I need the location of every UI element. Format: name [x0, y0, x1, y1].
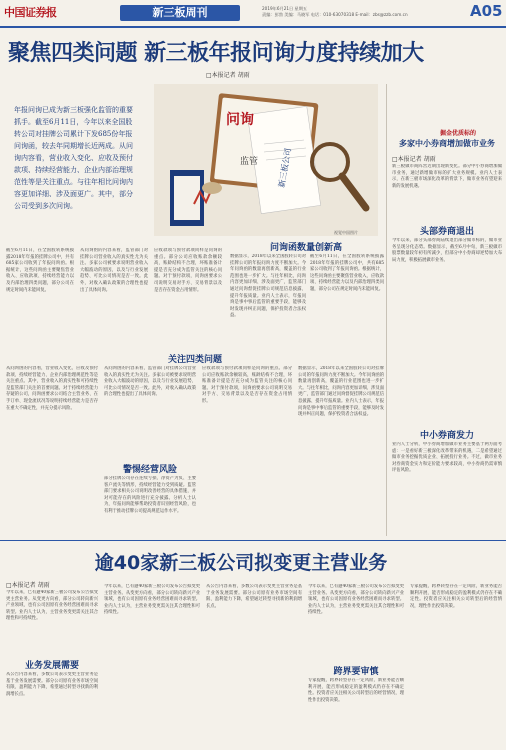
section-text-2a: 从问询函的内容看，营业收入变化、应收及预付款项、持续经营能力、企业内部治理规范性等是关注重点。其中，营业收入的真实性和可持续性是监管部门关注的首要问题。对于持续经营能力存疑的公司，问询函要求公司结合主营业务、在手订单、现金流状况等说明持续经营能力是否存在重大不确定性，并充分提示风险。	[6, 366, 98, 411]
bottom-section-text-1: 从公告内容来看，多数公司表示变更主营业务是基于业务发展需要。部分公司原有业务市场空间有限、盈利能力下降，希望通过转型寻找新的利润增长点。	[6, 672, 98, 697]
section-text-3: 部分挂牌公司存在连续亏损、净资产为负、主要客户流失等情形，持续经营能力受到质疑。监管部门要求相关公司说明改善经营的具体措施，并对可能存在的风险进行充分披露。分析人士认为，年报问询能够帮助投资者识别经营风险，也有利于推动挂牌公司提高规范运作水平。	[104, 476, 196, 514]
newspaper-logo: 中国证券报	[4, 6, 57, 19]
sidebar-section-text-2: 业内人士分析，中小券商增加做市业务主要基于两方面考虑：一是看好新三板深化改革带来的机遇，二是希望通过做市业务挖掘优质企业、拓展投行业务。不过，做市业务对券商资金实力和定价能力要求较高，中小券商仍需审慎评估风险。	[392, 442, 502, 474]
bottom-rule	[0, 540, 506, 541]
header-rule	[0, 26, 506, 28]
main-body-col2: 从问询函的内容来看，监管部门对挂牌公司营业收入的真实性尤为关注。多家公司被要求说明营业收入大幅波动的原因，以及与行业发展趋势、可比公司情况是否一致。此外，对收入确认政策的合理性也提出了具体问询。	[80, 248, 148, 293]
main-byline: □本报记者 胡雨	[206, 72, 250, 79]
section-text-1a: 数据显示，2018年以来全国股转公司对挂牌公司的年报问询力度不断加大。今年问询函的数量再创新高，覆盖的行业范围也进一步扩大。与往年相比，问询内容更加详细、涉及面更广，监管部门通过问询督促挂牌公司规范信息披露、提升年报质量。业内人士表示，年报问询是事中事后监管的重要手段，能够及时发现并纠正问题，保护投资者合法权益。	[230, 254, 306, 319]
section-title-1: 问询函数量创新高	[269, 243, 342, 253]
section-text-2b: 从问询函的内容来看，监管部门对挂牌公司营业收入的真实性尤为关注。多家公司被要求说明营业收入大幅波动的原因，以及与行业发展趋势、可比公司情况是否一致。此外，对收入确认政策的合理性也提出了具体问询。	[104, 366, 196, 398]
bottom-section-text-2: 专家提醒，跨界转型存在一定风险，新业务能否顺利开展、能否形成稳定的盈利模式仍存在不确定性。投资者应关注相关公司转型后的经营情况，理性作出投资决策。	[308, 678, 404, 703]
editor-info: 责编：彭勃 美编：马晓军 电话：010-63070318 E-mail：zbs@zzb.com.cn	[262, 12, 408, 17]
photo-word-company: 新三板公司	[277, 147, 293, 189]
section-text-2d: 数据显示，2018年以来全国股转公司对挂牌公司的年报问询力度不断加大。今年问询函的数量再创新高，覆盖的行业范围也进一步扩大。与往年相比，问询内容更加详细、涉及面更广，监管部门通过问询督促挂牌公司规范信息披露、提升年报质量。业内人士表示，年报问询是事中事后监管的重要手段，能够及时发现并纠正问题，保护投资者合法权益。	[298, 366, 384, 418]
photo-word-inquiry: 问询	[226, 112, 254, 128]
header-meta	[262, 6, 462, 18]
section-title-3: 警惕经营风险	[122, 465, 177, 475]
sidebar-kicker: 掘金优质标的	[440, 130, 477, 137]
sidebar-headline: 多家中小券商增加做市业务	[399, 139, 495, 148]
photo-word-supervision: 监管	[240, 157, 259, 167]
feature-photo	[154, 84, 378, 236]
photo-illustration	[154, 84, 378, 236]
main-body-col1: 截至6月11日，在全国股转系统披露2018年年报的挂牌公司中，共有685家公司收到了年报问询函。根据统计，这些问询函主要聚焦营业收入、应收款项、持续经营能力以及内部治理四类问题，部分公司在规定时间内未能回复。	[6, 248, 74, 293]
main-body-col3: 应收款项与预付款项同样是问询的重点。部分公司应收账款余额较高，账龄结构不合理，坏账准备计提是否充分成为监管关注的核心问题。对于预付款项，问询函要求公司说明交易对手方、交易背景以及是否存在资金占用情形。	[154, 248, 222, 293]
bottom-section-title-1: 业务发展需要	[24, 661, 79, 671]
bottom-intro: 今年以来，已有逾40家新三板公司发布公告拟变更主营业务。从变更方向看，部分公司转向新兴产业领域，也有公司因原有业务经营困难而寻求转型。业内人士认为，主营业务变更需关注其合理性和可持续性。	[6, 590, 98, 622]
sidebar-section-title-2: 中小券商发力	[419, 431, 474, 441]
issue-date: 2019年6月21日 星期五	[262, 6, 308, 11]
bottom-section-title-2: 跨界要审慎	[333, 667, 379, 677]
bottom-headline: 逾40家新三板公司拟变更主营业务	[94, 552, 388, 574]
bottom-col5: 专家提醒，跨界转型存在一定风险，新业务能否顺利开展、能否形成稳定的盈利模式仍存在不确定性。投资者应关注相关公司转型后的经营情况，理性作出投资决策。	[410, 584, 502, 609]
section-banner-label: 新三板周刊	[152, 6, 208, 19]
main-headline: 聚焦四类问题 新三板年报问询力度持续加大	[8, 41, 424, 66]
sidebar-section-title-1: 头部券商退出	[419, 227, 474, 237]
section-text-2c: 应收款项与预付款项同样是问询的重点。部分公司应收账款余额较高，账龄结构不合理，坏账准备计提是否充分成为监管关注的核心问题。对于预付款项，问询函要求公司说明交易对手方、交易背景以及是否存在资金占用情形。	[202, 366, 292, 404]
section-text-1b: 截至6月11日，在全国股转系统披露2018年年报的挂牌公司中，共有685家公司收到了年报问询函。根据统计，这些问询函主要聚焦营业收入、应收款项、持续经营能力以及内部治理四类问题，部分公司在规定时间内未能回复。	[310, 254, 384, 292]
main-lede: 年报问询已成为新三板强化监管的重要抓手。截至6月11日，今年以来全国股转公司对挂牌公司累计下发685份年报问询函，较去年同期增长近两成。从问询内容看，营业收入变化、应收及预付款项、持续经营能力、企业内部治理规范性等是关注重点。与往年相比问询内容更加详细、涉及面更广。其中，部分公司受到多次问询。	[14, 106, 133, 210]
section-banner	[120, 5, 240, 21]
sidebar-byline: □本报记者 胡雨	[392, 156, 436, 163]
sidebar-section-text-1: 今年以来，部分头部券商陆续退出部分做市标的，做市业务呈现分化态势。数据显示，截至6月中旬，新三板做市股票数量较年初有所减少，但部分中小券商却逆势加大布局力度，积极拓展做市业务。	[392, 238, 502, 263]
page-number: A05	[470, 2, 503, 20]
photo-caption: 视觉中国图片	[334, 230, 358, 235]
bottom-byline: □本报记者 胡雨	[6, 582, 50, 589]
bottom-col3: 从公告内容来看，多数公司表示变更主营业务是基于业务发展需要。部分公司原有业务市场空间有限、盈利能力下降，希望通过转型寻找新的利润增长点。	[206, 584, 302, 609]
sidebar-divider	[386, 84, 387, 536]
bottom-col4: 今年以来，已有逾40家新三板公司发布公告拟变更主营业务。从变更方向看，部分公司转向新兴产业领域，也有公司因原有业务经营困难而寻求转型。业内人士认为，主营业务变更需关注其合理性和可持续性。	[308, 584, 404, 616]
section-title-2: 关注四类问题	[167, 355, 222, 365]
bottom-col2: 今年以来，已有逾40家新三板公司发布公告拟变更主营业务。从变更方向看，部分公司转向新兴产业领域，也有公司因原有业务经营困难而寻求转型。业内人士认为，主营业务变更需关注其合理性和可持续性。	[104, 584, 200, 616]
sidebar-intro: 新三板做市商阵营近期出现新变化。部分中小券商增加做市业务，通过新增做市标的扩大业务规模。业内人士表示，在新三板市场深化改革的背景下，做市业务有望迎来新的发展机遇。	[392, 164, 502, 189]
